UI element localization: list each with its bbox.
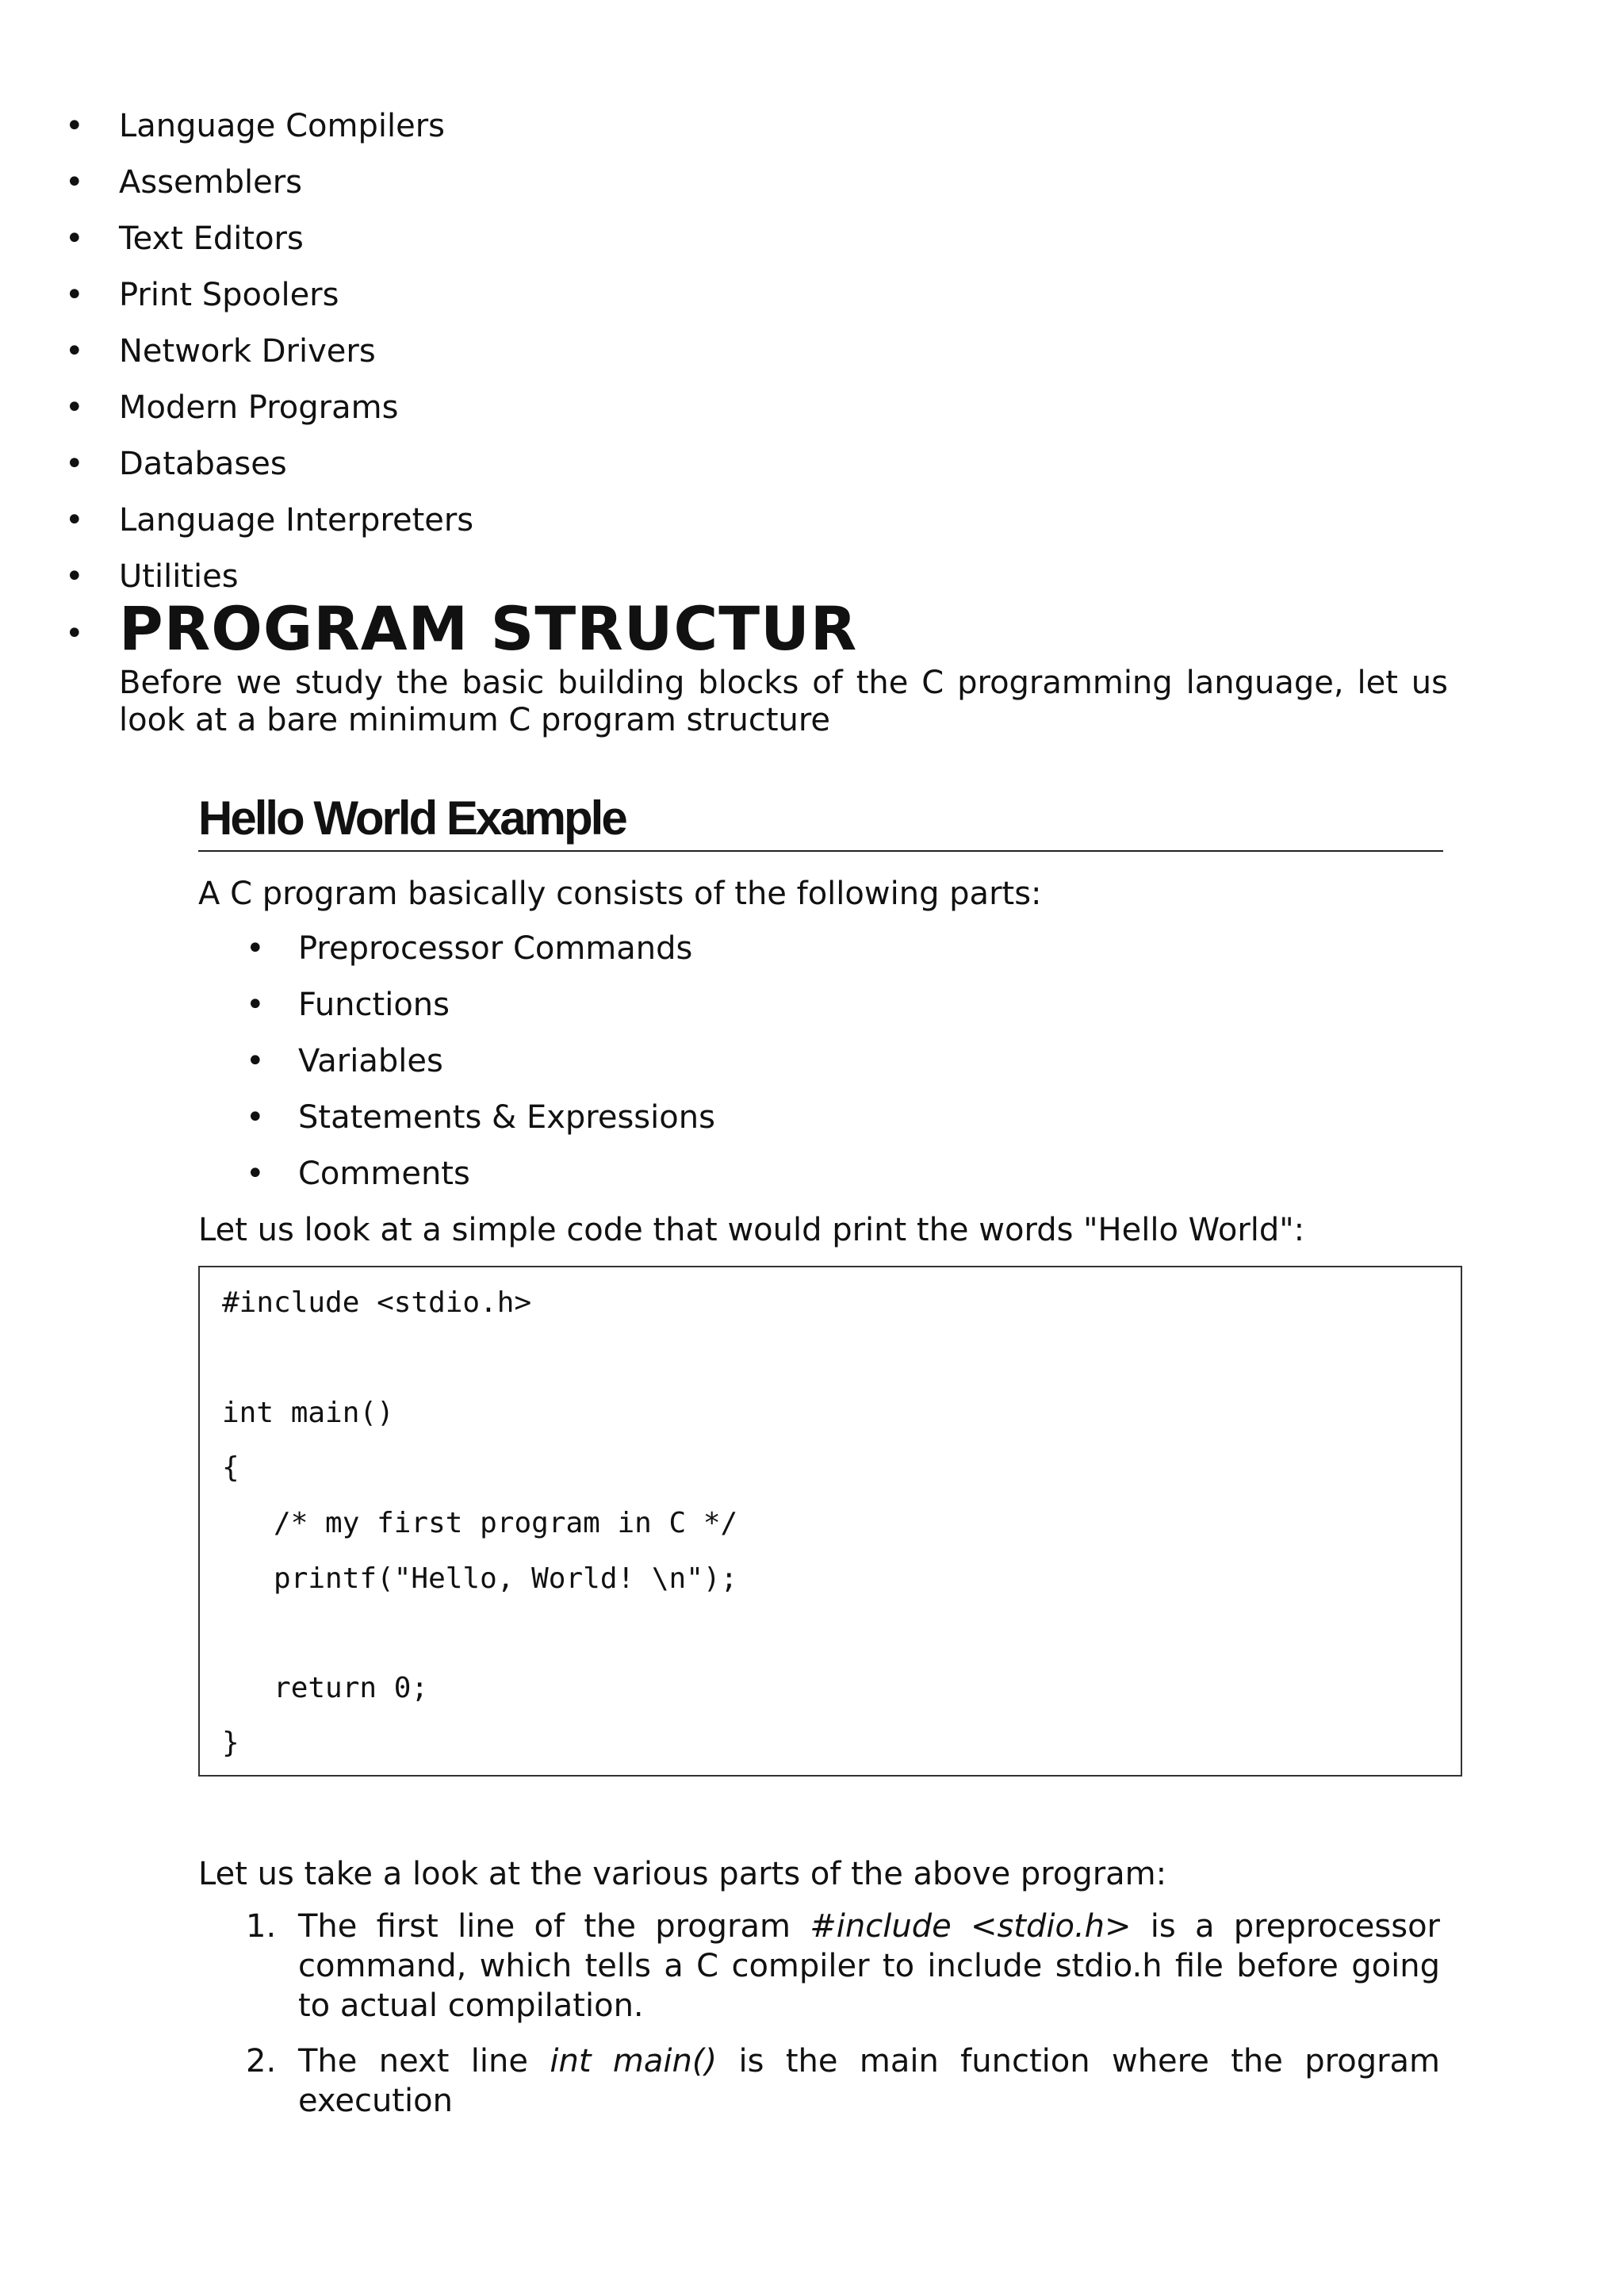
bullet-icon: •: [65, 333, 84, 370]
bullet-icon: •: [246, 1043, 265, 1079]
bullet-icon: •: [246, 1099, 265, 1136]
list-item-label: Databases: [119, 446, 287, 482]
parts-intro-text: A C program basically consists of the following parts:: [198, 876, 1042, 912]
list-item-label: Comments: [298, 1156, 470, 1192]
list-item-label: Modern Programs: [119, 389, 399, 426]
bullet-icon: •: [246, 987, 265, 1023]
code-intro-text: Let us look at a simple code that would print the words "Hello World":: [198, 1212, 1305, 1248]
list-item: [65, 328, 473, 385]
bullet-icon: •: [65, 277, 84, 313]
analysis-intro-text: Let us take a look at the various parts of the above program:: [198, 1856, 1167, 1892]
list-number: 1.: [246, 1908, 277, 1945]
list-item-label: Statements & Expressions: [298, 1099, 715, 1136]
list-item: [65, 216, 473, 272]
bullet-icon: •: [65, 220, 84, 257]
code-line-main: int main(): [222, 1397, 394, 1429]
code-line-comment: /* my first program in C */: [222, 1507, 738, 1539]
point-text: [298, 2043, 1440, 2119]
list-number: 2.: [246, 2043, 277, 2079]
point-text-start: The next line: [298, 2043, 550, 2079]
list-item: [246, 1094, 715, 1151]
bullet-icon: •: [65, 446, 84, 482]
point-text-end: is the main function where the program execution: [298, 2043, 1441, 2119]
list-item: [246, 1038, 715, 1094]
list-item: [246, 1151, 715, 1207]
list-item: [65, 159, 473, 216]
code-line-printf: printf("Hello, World! \n");: [222, 1562, 738, 1595]
list-item-label: Utilities: [119, 558, 239, 595]
list-item: [246, 926, 715, 982]
list-item: [65, 441, 473, 497]
list-item-label: Functions: [298, 987, 450, 1023]
list-item-label: Text Editors: [119, 220, 304, 257]
list-item: [246, 982, 715, 1038]
point-text: [298, 1908, 1440, 2024]
bullet-icon: •: [65, 558, 84, 595]
point-text-end: is a preprocessor command, which tells a C compiler to include stdio.h file before going to actual compilation.: [298, 1908, 1440, 2024]
list-item: [246, 2041, 1440, 2121]
code-block: [198, 1266, 1462, 1777]
list-item-label: Print Spoolers: [119, 277, 339, 313]
list-item: [65, 103, 473, 159]
point-text-start: The first line of the program: [298, 1908, 810, 1945]
list-item: [65, 272, 473, 328]
list-item-label: Language Interpreters: [119, 502, 474, 539]
list-item: [246, 1907, 1440, 2026]
list-item: [65, 385, 473, 441]
bullet-icon: •: [65, 615, 84, 652]
bullet-icon: •: [65, 164, 84, 201]
list-item-label: Assemblers: [119, 164, 303, 201]
bullet-icon: •: [65, 389, 84, 426]
bullet-icon: •: [65, 502, 84, 539]
list-item-label: Network Drivers: [119, 333, 376, 370]
list-item-label: Language Compilers: [119, 108, 445, 144]
list-item: [65, 497, 473, 554]
section-title: Hello World Example: [198, 787, 1443, 852]
code-line-return: return 0;: [222, 1672, 429, 1704]
program-explanation-list: [246, 1907, 1440, 2137]
code-line-close-brace: }: [222, 1727, 239, 1759]
bullet-icon: •: [65, 108, 84, 144]
inline-code-term: #include <stdio.h>: [810, 1908, 1132, 1945]
program-parts-list: [246, 926, 715, 1207]
applications-list: [65, 103, 473, 610]
code-line-open-brace: {: [222, 1451, 239, 1484]
list-item-label: Variables: [298, 1043, 443, 1079]
bullet-icon: •: [246, 930, 265, 967]
list-item-label: Preprocessor Commands: [298, 930, 693, 967]
code-line-include: #include <stdio.h>: [222, 1286, 532, 1319]
inline-code-term: int main(): [550, 2043, 718, 2079]
intro-paragraph: Before we study the basic building blocks of the C programming language, let us look at a bare minimum C program structure: [119, 665, 1448, 738]
bullet-icon: •: [246, 1156, 265, 1192]
page-title: PROGRAM STRUCTUR: [119, 593, 858, 664]
